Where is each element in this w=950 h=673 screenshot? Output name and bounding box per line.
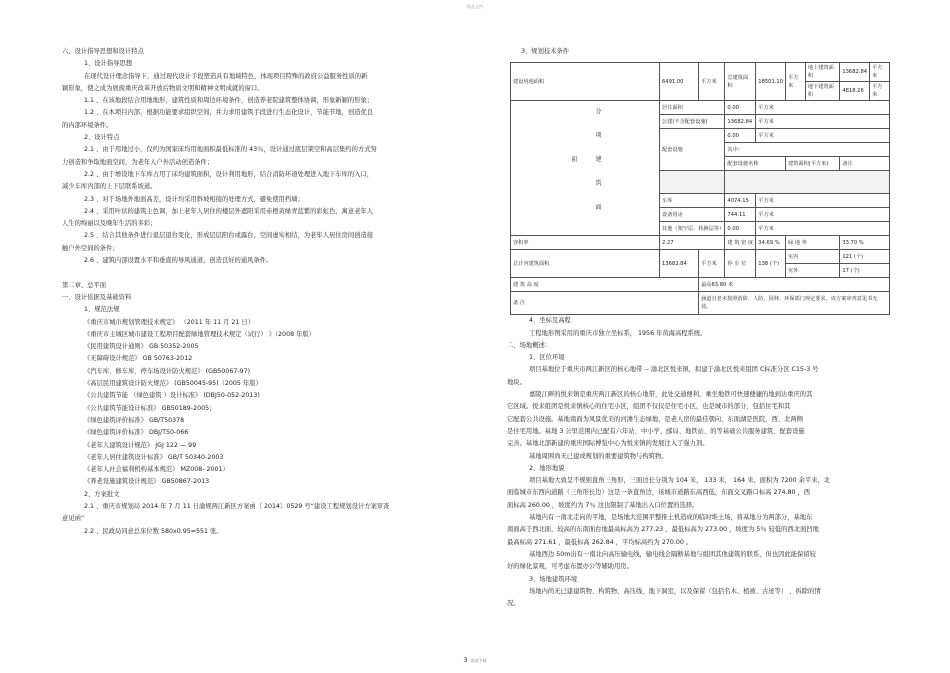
text-line: 六、设计指导思想和设计特点 xyxy=(62,48,144,55)
table-cell: 121 (个) xyxy=(840,250,890,264)
text-line: 二、场地概述： xyxy=(507,341,552,349)
table-cell: 地上建筑面积 xyxy=(805,63,839,82)
text-line: 1、设计指导思想 xyxy=(84,60,133,68)
table-cell: 居住面积 xyxy=(660,101,725,115)
left-column xyxy=(62,46,434,538)
text-line: 《汽车库、修车库、停车场设计防火规范》 (GB50067-97) xyxy=(84,367,251,375)
right-body-text xyxy=(507,315,905,610)
table-cell: 平方米 xyxy=(870,63,890,82)
text-line: 好的绿化景观，可考虑布置办公等辅助用房。 xyxy=(507,563,633,571)
text-line: 《民用建筑设计通则》 GB 50352-2005 xyxy=(84,343,199,351)
table-cell: 公建(不含配套设施) xyxy=(660,115,725,129)
text-line: 《重庆市城市规划管理技术规定》 （2011 年 11 月 21 日） xyxy=(84,318,254,326)
table-cell: 设备用房 xyxy=(660,208,725,222)
table-cell: 33.70 % xyxy=(840,236,890,250)
table-cell: 室外 xyxy=(786,264,840,278)
text-line: 是住宅用地。基地 3 公里范围内已配有六年站、中小学、邮局、地铁站、的等基础公共服务建筑，配套设施 xyxy=(507,427,805,435)
text-line: 《高层民用建筑设计防火规范》 (GB50045-95)（2005 年版） xyxy=(84,380,262,388)
text-line: 《老年人建筑设计规范》 JGJ 122 — 99 xyxy=(84,441,197,449)
text-line: 况。 xyxy=(507,600,520,608)
text-line: 基地西边 50m出有一南北向高压输电线，输电线会隔断基地与组团其他建筑的联系，但也因此能保留较 xyxy=(529,550,816,558)
table-cell xyxy=(725,171,890,194)
text-line: 《绿色建筑评价标准》 GB/T50378 xyxy=(84,416,185,424)
table-cell: 建设用地面积 xyxy=(511,63,660,101)
text-line: 它区域。悦来组团是悦来镇核心的住宅小区，组团不仅仅是住宅小区，也是城市的部分，包括住宅和其 xyxy=(507,403,791,411)
table-cell: 0.00 xyxy=(725,101,756,115)
table-cell: 13682.84 xyxy=(840,63,870,82)
table-cell: 138 (个) xyxy=(756,250,786,278)
table-cell: 地下建筑面积 xyxy=(805,82,839,101)
text-line: 2.3 、对于场地外地面高差，设计均采用斜坡相接的处理方式，避免使用挡墙； xyxy=(84,195,304,203)
table-cell: 平方米 xyxy=(699,250,725,278)
text-line: 最高标高 271.61 ，最低标高 262.84 ，平均标高约为 270.00 。 xyxy=(507,538,693,546)
table-cell: 4074.15 xyxy=(725,194,756,208)
text-line: 它配套公共设施。基地南面为风景优美的河滩生态绿地，是老人房的最佳朝向，东面湖是医院，西、北两侧 xyxy=(507,415,803,423)
section-heading: 3、规划技术条件 xyxy=(521,48,570,55)
text-line: 《老年人居住建筑设计标准》 GB/T 50340-2003 xyxy=(84,453,224,461)
text-line: 嘉陵江畔的悦来镇是重庆两江新区的核心地带，此处交通便利，乘坐地铁可快速便捷的地到达重庆的其 xyxy=(529,391,813,399)
text-line: 减少车库内部的上下层联系坡道。 xyxy=(62,183,157,191)
text-line: 面标高 260.00 ，坡度约为 7％ 这也限制了基地出入口位置的选择。 xyxy=(507,501,699,509)
table-cell: 平方米 xyxy=(756,101,890,115)
table-cell: 建 筑 密 度 xyxy=(725,236,756,250)
table-cell: 34.69 % xyxy=(756,236,786,250)
table-cell: 平方米 xyxy=(756,194,890,208)
table-cell: 建 筑 高 度 xyxy=(511,278,699,292)
text-line: 2.1 、重庆市规划局 2014 年 7 月 11 日渝规两江新区方案函〔 2014〕0529 号“建设工程规划设计方案审查 xyxy=(84,502,390,510)
text-line: 第二章、总平面 xyxy=(62,281,107,289)
table-cell: 平方米 xyxy=(870,82,890,101)
text-line: 项目基地大致呈不规则直角三角形，三面边长分别为 104 米， 133 米， 164 米，面积为 7200 余平米，北 xyxy=(529,477,831,485)
text-line: 力创造和争取地面空间，为老年人户外活动创造条件； xyxy=(62,158,214,166)
text-line: 完善。基地北部新建的重庆国际博览中心为悦来镇的发展注入了强力剂。 xyxy=(507,440,709,448)
page-header: 精品文档 xyxy=(467,4,483,9)
table-cell: 平方米 xyxy=(756,222,890,236)
text-line: 《无障碍设计规范》 GB 50763-2012 xyxy=(84,355,193,363)
table-cell: 平方米 xyxy=(756,115,890,129)
footer-note: 欢迎下载 xyxy=(470,658,487,663)
right-column xyxy=(507,46,905,610)
table-cell: 绿 地 率 xyxy=(786,236,840,250)
table-cell: 其他（架空层、转换层等） xyxy=(660,222,725,236)
table-cell: 平方米 xyxy=(786,63,806,101)
table-cell: 744.11 xyxy=(725,208,756,222)
table-cell: 停 车 位 xyxy=(725,250,756,278)
text-line: 4、坐标及高程 xyxy=(529,317,571,325)
text-line: 2.2 、由于增设地下车库占用了床均建筑面积，设计利用地形，结合消防环道处理进入地下车库的入口， xyxy=(84,170,374,178)
vertical-label: 分 项 建 筑 面 积 xyxy=(511,101,660,236)
text-line: 南面高于西北面，较高的东南面台地最高标高为 277.23 ，最低标高为 273.00 ，坡度为 5％ 较低的西北面凹地 xyxy=(507,526,819,534)
table-cell: 18501.10 xyxy=(756,63,786,101)
table-cell: 最高63.80 米 xyxy=(699,278,890,292)
text-line: 2.4 、采用叶状的建筑主色调，加上老年人居住的楼层外遮阳采用赤橙黄绿青蓝紫的彩虹色，寓意老年人 xyxy=(84,207,374,215)
table-cell xyxy=(660,171,725,194)
text-line: 2、方案批文 xyxy=(84,490,120,498)
text-line: 《公共建筑节能 （绿色建筑 ）设计标准》 (DBJ50-052-2013) xyxy=(84,392,260,400)
blank-line xyxy=(62,267,434,279)
text-line: 地块。 xyxy=(507,378,526,386)
text-line: 人生的绚丽以及晚年生活的多彩； xyxy=(62,220,157,228)
text-line: 2、设计特点 xyxy=(84,134,120,142)
table-cell: 4818.26 xyxy=(840,82,870,101)
table-cell: 0.00 xyxy=(725,222,756,236)
table-cell: 其中： xyxy=(725,143,890,157)
text-line: 1.2 、在本项目内部，根据功能要求组织空间，并力求用建筑手段进行生态化设计，节能节地，创造优良 xyxy=(84,109,374,117)
table-cell: 建筑面积(平方米) xyxy=(786,157,840,171)
table-cell: 备注 xyxy=(840,157,890,171)
text-line: 意见函” xyxy=(62,515,85,523)
text-line: 的内部环境条件。 xyxy=(62,121,113,129)
text-line: 2.6 、建筑内部设置水平和垂直的导风通道，创造良好的通风条件。 xyxy=(84,257,273,265)
text-line: 一、设计依据及基础资料 xyxy=(62,293,132,301)
table-cell: 容积率 xyxy=(511,236,660,250)
text-line: 1、区位环境 xyxy=(529,354,565,362)
text-line: 1.1 、在该地段结合用地地形，建筑性质和周边环境条件，创造养老院建筑整体协调，形象新颖的形象； xyxy=(84,97,374,105)
table-cell: 总计容建筑面积 xyxy=(511,250,660,278)
text-line: 《重庆市主城区城市建设工程项目配套绿地管理技术规定（试行） 》（2008 年版） xyxy=(84,330,315,338)
text-line: 在现代设计理念指导下，通过现代设计手段塑造具有地域特色，体现项目特殊的政府公益服务性质的新 xyxy=(84,72,368,80)
planning-conditions-table xyxy=(510,62,890,315)
table-cell: 17 (个) xyxy=(840,264,890,278)
text-line: 《老年人社会福利机构基本规范》 MZ008- 2001） xyxy=(84,466,229,474)
table-cell: 2.27 xyxy=(660,236,725,250)
text-line: 1、规范法规 xyxy=(84,306,120,314)
text-line: 颖形象，使之成为展现重庆改革开放后物质文明和精神文明成就的窗口。 xyxy=(62,84,264,92)
text-line: 基地周围尚无已建或规划的重要建筑物与构筑物。 xyxy=(529,452,668,460)
table-cell: 车库 xyxy=(660,194,725,208)
text-line: 面临城市东西向道路（三角形长边）这是一条直角边，该城市道路东高西低，东面交叉路口标高 274.80 ，西 xyxy=(507,489,811,497)
table-cell: 配套设施 xyxy=(660,129,725,171)
text-line: 2.1 、由于用地过小，仅约为国家床均用地面积最低标准的 43％，设计通过底层架空和高层集约的方式努 xyxy=(84,146,377,154)
table-cell: 平方米 xyxy=(756,129,890,143)
table-cell: 平方米 xyxy=(756,208,890,222)
table-cell: 配套设施名称 xyxy=(725,157,786,171)
text-line: 2.2 、民政局同意总床位数 580x0.95=551 张。 xyxy=(84,527,223,535)
table-cell: 6491.00 xyxy=(660,63,699,101)
table-cell: 总建筑面积 xyxy=(725,63,756,101)
text-line: 3、场地建筑环境 xyxy=(529,575,578,583)
text-line: 2、地形地貌 xyxy=(529,464,565,472)
table-cell: 0.00 xyxy=(725,129,756,143)
table-cell: 室内 xyxy=(786,250,840,264)
text-line: 触户外空间的条件； xyxy=(62,244,119,252)
text-line: 项目基地位于重庆市两江新区的核心地带 -- 渝北区悦来镇，拟建于渝北区悦来组团 C标准分区 C15-3 号 xyxy=(529,366,819,374)
table-cell: 13682.84 xyxy=(660,250,699,278)
text-line: 场地内尚无已建建筑物、构筑物、高压线、地下洞室，以及保留（包括名木、植被、古迹等） 、拆除的情 xyxy=(529,587,821,595)
text-line: 《公共建筑节能设计标准》 GB50189-2005； xyxy=(84,404,216,412)
page-footer xyxy=(0,656,950,664)
table-cell: 备 注 xyxy=(511,292,699,315)
page-number: 3 xyxy=(463,656,468,664)
text-line: 2.5 、结合其他条件进行退层退台变化，形成层层阳台或露台，空间虚实相结，为老年人居住房间创造接 xyxy=(84,232,374,240)
table-cell: 13682.84 xyxy=(725,115,756,129)
text-line: 基地内有一南北走向的平地，是场地大范围平整推土机造成的临时堆土场，将基地分为两部分，基地东 xyxy=(529,514,813,522)
text-line: 《绿色建筑评价标准》 DBJ/T50-066 xyxy=(84,429,189,437)
text-line: 《养老设施建筑设计规范》 GB50867-2013 xyxy=(84,478,210,486)
table-cell: 涵道且老未按照消防、人防、园林、环保部门规定要求，该方案审查意见书无效。 xyxy=(699,292,890,315)
table-cell: 平方米 xyxy=(699,63,725,101)
text-line: 工程地形图采用的重庆市独立坐标系， 1956 年黄海高程系统。 xyxy=(529,329,707,337)
